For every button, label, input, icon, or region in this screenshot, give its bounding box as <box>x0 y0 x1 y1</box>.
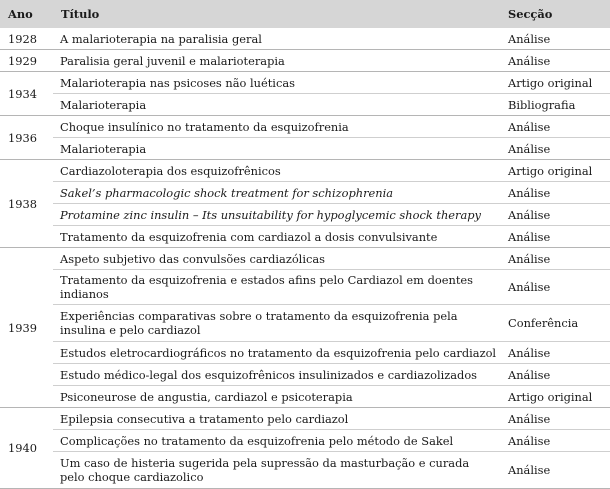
section-cell: Artigo original <box>501 386 610 408</box>
section-cell: Análise <box>501 116 610 138</box>
section-cell: Análise <box>501 408 610 430</box>
title-cell: Sakel’s pharmacologic shock treatment for schizophrenia <box>53 182 501 204</box>
title-cell: Paralisia geral juvenil e malarioterapia <box>53 50 501 72</box>
title-cell: Estudo médico-legal dos esquizofrênicos insulinizados e cardiazolizados <box>53 364 501 386</box>
table-row <box>0 248 610 270</box>
year-cell: 1928 <box>0 28 53 50</box>
table-row <box>0 204 610 226</box>
section-cell: Conferência <box>501 305 610 342</box>
title-cell: Tratamento da esquizofrenia com cardiazol a dosis convulsivante <box>53 226 501 248</box>
section-cell: Análise <box>501 182 610 204</box>
title-cell: Aspeto subjetivo das convulsões cardiazólicas <box>53 248 501 270</box>
table-row <box>0 72 610 94</box>
table-row <box>0 94 610 116</box>
year-cell: 1938 <box>0 160 53 248</box>
header-title: Título <box>53 0 501 28</box>
year-cell: 1934 <box>0 72 53 116</box>
title-cell: Complicações no tratamento da esquizofrenia pelo método de Sakel <box>53 430 501 452</box>
table-row <box>0 28 610 50</box>
title-cell: Estudos eletrocardiográficos no tratamento da esquizofrenia pelo cardiazol <box>53 342 501 364</box>
section-cell: Análise <box>501 28 610 50</box>
title-cell: Experiências comparativas sobre o tratamento da esquizofrenia pela insulina e pelo cardiazol <box>53 305 501 342</box>
section-cell: Análise <box>501 248 610 270</box>
section-cell: Análise <box>501 430 610 452</box>
section-cell: Análise <box>501 364 610 386</box>
title-cell: A malarioterapia na paralisia geral <box>53 28 501 50</box>
section-cell: Artigo original <box>501 160 610 182</box>
title-cell: Epilepsia consecutiva a tratamento pelo cardiazol <box>53 408 501 430</box>
title-cell: Choque insulínico no tratamento da esquizofrenia <box>53 116 501 138</box>
title-cell: Um caso de histeria sugerida pela supressão da masturbação e curada pelo choque cardiazolico <box>53 452 501 489</box>
title-cell: Psiconeurose de angustia, cardiazol e psicoterapia <box>53 386 501 408</box>
table-row <box>0 408 610 430</box>
table-row <box>0 182 610 204</box>
table-row <box>0 226 610 248</box>
table-row <box>0 305 610 342</box>
table-row <box>0 386 610 408</box>
year-cell: 1929 <box>0 50 53 72</box>
section-cell: Análise <box>501 270 610 305</box>
title-cell: Malarioterapia <box>53 138 501 160</box>
section-cell: Análise <box>501 452 610 489</box>
section-cell: Análise <box>501 204 610 226</box>
section-cell: Análise <box>501 226 610 248</box>
section-cell: Bibliografia <box>501 94 610 116</box>
title-cell: Malarioterapia <box>53 94 501 116</box>
header-row <box>0 0 610 28</box>
section-cell: Artigo original <box>501 72 610 94</box>
title-cell: Protamine zinc insulin – Its unsuitability for hypoglycemic shock therapy <box>53 204 501 226</box>
table-row <box>0 270 610 305</box>
table-row <box>0 342 610 364</box>
table-row <box>0 452 610 489</box>
section-cell: Análise <box>501 342 610 364</box>
table-row <box>0 160 610 182</box>
table-row <box>0 364 610 386</box>
table-row <box>0 430 610 452</box>
header-section: Secção <box>501 0 610 28</box>
title-cell: Tratamento da esquizofrenia e estados afins pelo Cardiazol em doentes indianos <box>53 270 501 305</box>
table-row <box>0 138 610 160</box>
year-cell: 1940 <box>0 408 53 489</box>
year-cell: 1936 <box>0 116 53 160</box>
header-year: Ano <box>0 0 53 28</box>
title-cell: Cardiazoloterapia dos esquizofrênicos <box>53 160 501 182</box>
section-cell: Análise <box>501 138 610 160</box>
year-cell: 1939 <box>0 248 53 408</box>
section-cell: Análise <box>501 50 610 72</box>
table-row <box>0 50 610 72</box>
title-cell: Malarioterapia nas psicoses não luéticas <box>53 72 501 94</box>
table-row <box>0 116 610 138</box>
